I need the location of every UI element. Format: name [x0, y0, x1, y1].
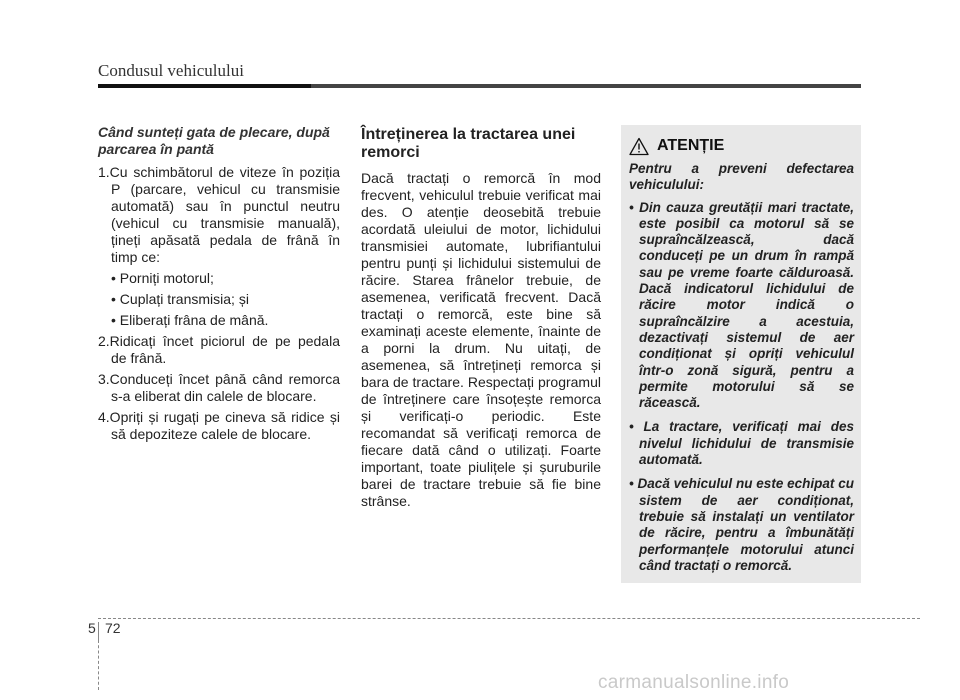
maintenance-body: Dacă tractați o remorcă în mod frecvent, vehiculul trebuie verificat mai des. O atenție deosebită trebuie acordată uleiului de motor, lichidului transmisiei automate, lubrifiantului pentru punți și lichidului sistemului de răcire. Starea frânelor trebuie, de asemenea, verificată frecvent. Dacă tractați o remorcă, este bine să examinați aceste elemente, înainte de a porni la drum. Nu uitați, de asemenea, să întrețineți remorca și bara de tractare. Respectați programul de întreținere care însoțește remorca și verificați-o periodic. Este recomandat să verificați remorca de fiecare dată când o utilizați. Foarte important, toate piulițele și șuruburile barei de tractare trebuie să fie bine strânse.	[361, 170, 601, 509]
list-item: 1.Cu schimbătorul de viteze în poziția P (parcare, vehicul cu transmisie automată) sau în punctul neutru (vehicul cu transmisie manuală), țineți apăsată pedala de frână în timp ce:	[98, 164, 340, 265]
section-heading-maintenance: Întreținerea la tractarea unei remorci	[361, 126, 576, 161]
middle-column	[361, 126, 601, 510]
list-item: 3.Conduceți încet până când remorca s-a eliberat din calele de blocare.	[98, 371, 340, 404]
chapter-number: 5	[88, 620, 96, 636]
warning-box	[621, 125, 861, 583]
bullet-item: • Eliberați frâna de mână.	[111, 312, 269, 328]
warning-body	[629, 161, 854, 582]
warning-item: • Din cauza greutății mari tractate, este posibil ca motorul să se supraîncălzească, dacă conduceți pe un drum în rampă sau pe vreme foarte călduroasă. Dacă indicatorul lichidului de răcire motor indică o supraîncălzire a acestuia, dezactivați sistemul de aer condiționat și opriți vehiculul într-o zonă sigură, pentru a permite motorului să se răcească.	[629, 199, 854, 411]
page-number-separator	[98, 622, 99, 640]
bullet-item: • Porniți motorul;	[111, 270, 214, 286]
page-header-title: Condusul vehiculului	[98, 61, 244, 80]
header-rule	[98, 84, 861, 88]
warning-header	[629, 135, 724, 157]
left-column	[98, 124, 340, 447]
warning-triangle-icon	[629, 137, 649, 156]
list-item: 4.Opriți și rugați pe cineva să ridice și să depoziteze calele de blocare.	[98, 409, 340, 442]
warning-item: • Dacă vehiculul nu este echipat cu sistem de aer condiționat, trebuie să instalați un ventilator de răcire, pentru a îmbunătăți performanțele motorului atunci când tractați o remorcă.	[629, 476, 854, 573]
page-number-value: 72	[105, 620, 121, 636]
footer-rule	[98, 618, 920, 619]
section-heading-departure: Când sunteți gata de plecare, după parcarea în pantă	[98, 124, 330, 157]
bullet-item: • Cuplați transmisia; și	[111, 291, 249, 307]
page-number	[88, 620, 121, 636]
list-item: 2.Ridicați încet piciorul de pe pedala de frână.	[98, 333, 340, 366]
footer-vertical-rule	[98, 640, 99, 690]
warning-item: • La tractare, verificați mai des nivelul lichidului de transmisie automată.	[629, 419, 854, 468]
warning-intro: Pentru a preveni defectarea vehiculului:	[629, 161, 854, 193]
warning-title: ATENȚIE	[657, 137, 725, 154]
watermark: carmanualsonline.info	[598, 672, 790, 693]
